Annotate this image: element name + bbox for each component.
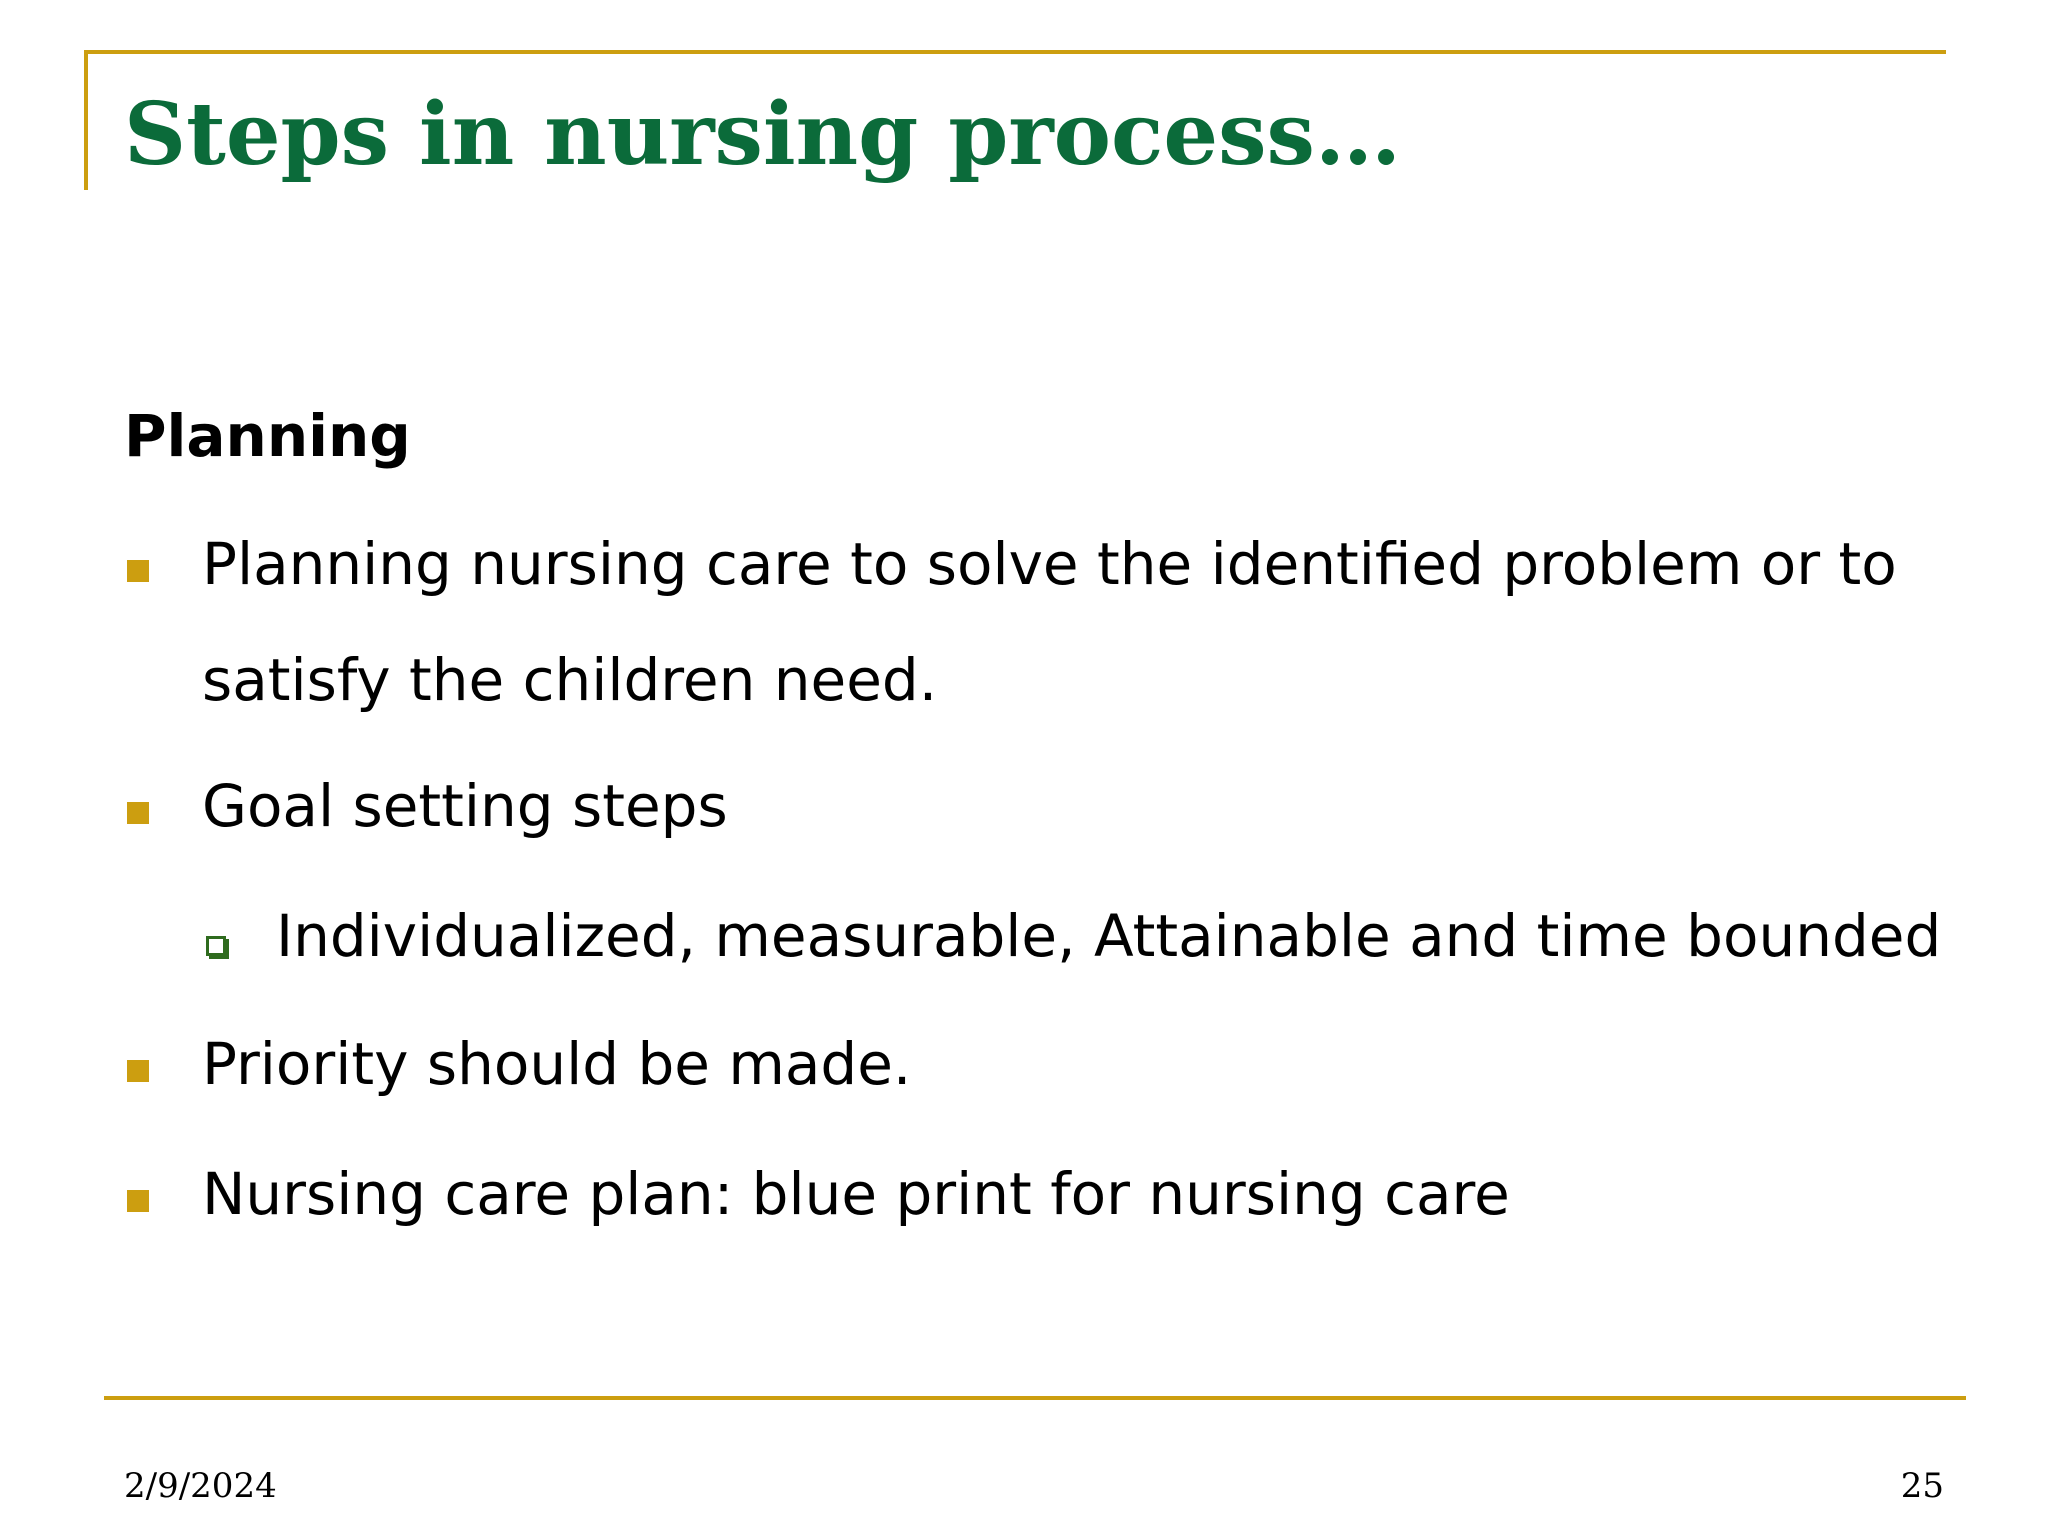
square-bullet-icon <box>127 1190 149 1212</box>
square-bullet-icon <box>127 560 149 582</box>
hollow-square-bullet-icon <box>206 936 226 956</box>
footer-date: 2/9/2024 <box>124 1466 277 1506</box>
bullet-text: Goal setting steps <box>202 772 728 840</box>
bullet-text-line: Planning nursing care to solve the identified problem or to <box>202 530 1897 598</box>
square-bullet-icon <box>127 1060 149 1082</box>
top-accent-rule <box>84 50 1946 54</box>
sub-bullet-text: Individualized, measurable, Attainable and time bounded <box>276 902 1942 970</box>
bottom-accent-rule <box>104 1396 1966 1400</box>
slide-title: Steps in nursing process… <box>124 84 1401 185</box>
footer-page-number: 25 <box>1900 1466 1944 1506</box>
square-bullet-icon <box>127 802 149 824</box>
bullet-text: Nursing care plan: blue print for nursing care <box>202 1160 1510 1228</box>
section-heading: Planning <box>124 402 411 470</box>
bullet-text-line: satisfy the children need. <box>202 646 938 714</box>
left-accent-rule <box>84 50 88 190</box>
bullet-text: Priority should be made. <box>202 1030 912 1098</box>
